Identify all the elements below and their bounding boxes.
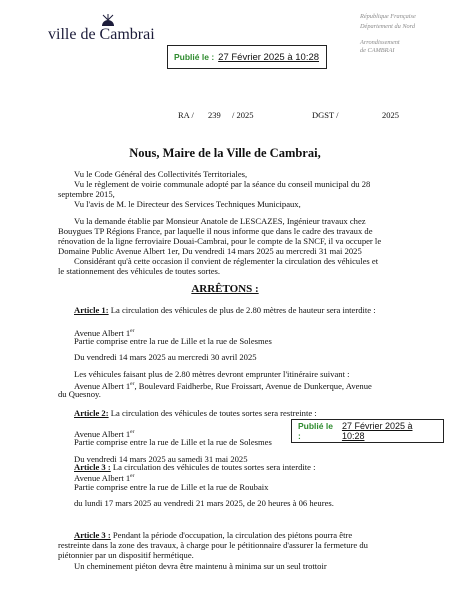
detour-part: , Boulevard Faidherbe, Rue Froissart, Avenue de Dunkerque, Avenue: [134, 380, 372, 391]
stamp-date: 27 Février 2025 à 10:28: [341, 421, 413, 441]
article-text-line: restreinte dans la zone des travaux, à charge pour le pétitionnaire d'assurer la fermeture du: [58, 540, 368, 550]
detour-part: Avenue Albert 1: [74, 380, 131, 391]
article-label: Article 3 :: [74, 462, 111, 472]
ref-year: 2025: [382, 110, 399, 120]
stamp-label: Publié le :: [298, 421, 333, 441]
article-portion: Partie comprise entre la rue de Lille et la rue de Roubaix: [74, 482, 269, 492]
considerant: Domaine Public Avenue Albert 1er, Du vendredi 14 mars 2025 au mercredi 31 mai 2025: [58, 246, 362, 256]
article-text: Pendant la période d'occupation, la circulation des piétons pourra être: [112, 530, 353, 540]
article-text-line: Un cheminement piéton devra être maintenu à minima sur un seul trottoir: [74, 561, 327, 571]
republic-line: République Française: [360, 13, 416, 20]
page-title: Nous, Maire de la Ville de Cambrai,: [129, 146, 321, 160]
republic-header: [360, 13, 416, 55]
stamp-label: Publié le :: [174, 52, 215, 62]
ref-dgst: DGST /: [312, 110, 339, 120]
article-dates: du lundi 17 mars 2025 au vendredi 21 mars 2025, de 20 heures à 06 heures.: [74, 498, 334, 508]
stamp-date: 27 Février 2025 à 10:28: [218, 51, 320, 63]
sun-emblem-icon: [100, 14, 116, 26]
street-sup: er: [130, 429, 135, 435]
street-name: Avenue Albert 1: [74, 327, 131, 338]
article-text: La circulation des véhicules de plus de 2.80 mètres de hauteur sera interdite :: [110, 305, 376, 315]
considerant: Vu l'avis de M. le Directeur des Services Techniques Municipaux,: [74, 199, 301, 209]
ref-number: 239: [208, 110, 221, 120]
city-logo: [48, 26, 158, 52]
considerant: rénovation de la ligne ferroviaire Douai-Cambrai, pour le compte de la SNCF, il va occuper le: [58, 236, 382, 246]
considerant: septembre 2015,: [58, 189, 115, 199]
arretons-heading: ARRÊTONS :: [191, 283, 259, 295]
considerant: le stationnement des véhicules de toutes sortes.: [58, 266, 221, 276]
publication-stamp: [167, 45, 327, 69]
article-text: La circulation des véhicules de toutes sortes sera interdite :: [112, 462, 316, 472]
publication-stamp: [291, 419, 444, 443]
street-sup: er: [130, 473, 135, 479]
detour-route-end: du Quesnoy.: [58, 389, 101, 399]
article-3b-heading: [74, 530, 352, 540]
considerant: Considérant qu'à cette occasion il convient de réglementer la circulation des véhicules et: [74, 256, 379, 266]
considerant: Bouygues TP Régions France, par laquelle il nous informe que dans le cadre des travaux de: [58, 226, 373, 236]
article-portion: Partie comprise entre la rue de Lille et la rue de Solesmes: [74, 336, 272, 346]
article-label: Article 3 :: [74, 530, 111, 540]
detour-route: [74, 379, 372, 391]
article-label: Article 2:: [74, 408, 109, 418]
logo-text: ville de Cambrai: [48, 26, 155, 43]
considerant: Vu le Code Général des Collectivités Territoriales,: [74, 169, 248, 179]
considerant: Vu le règlement de voirie communale adopté par la séance du conseil municipal du 28: [74, 179, 371, 189]
street-sup: er: [130, 328, 135, 334]
reference-line: [178, 110, 438, 122]
ref-ra: RA /: [178, 110, 194, 120]
article-dates: Du vendredi 14 mars 2025 au samedi 31 mai 2025: [74, 454, 248, 464]
detour-intro: Les véhicules faisant plus de 2.80 mètres devront emprunter l'itinéraire suivant :: [74, 369, 350, 379]
article-label: Article 1:: [74, 305, 109, 315]
article-dates: Du vendredi 14 mars 2025 au mercredi 30 avril 2025: [74, 352, 257, 362]
street-name: Avenue Albert 1: [74, 428, 131, 439]
article-text-line: piétonnier par un dispositif hermétique.: [58, 550, 194, 560]
article-portion: Partie comprise entre la rue de Lille et la rue de Solesmes: [74, 437, 272, 447]
article-1-heading: [74, 305, 376, 315]
republic-line: de CAMBRAI: [360, 47, 395, 54]
republic-line: Département du Nord: [360, 23, 416, 30]
article-text: La circulation des véhicules de toutes sortes sera restreinte :: [110, 408, 317, 418]
ref-year-part: / 2025: [232, 110, 254, 120]
detour-sup: er: [130, 381, 135, 387]
article-2-heading: [74, 408, 317, 418]
considerant: Vu la demande établie par Monsieur Anatole de LESCAZES, Ingénieur travaux chez: [74, 216, 366, 226]
street-name: Avenue Albert 1: [74, 472, 131, 483]
republic-line: Arrondissement: [360, 39, 400, 46]
